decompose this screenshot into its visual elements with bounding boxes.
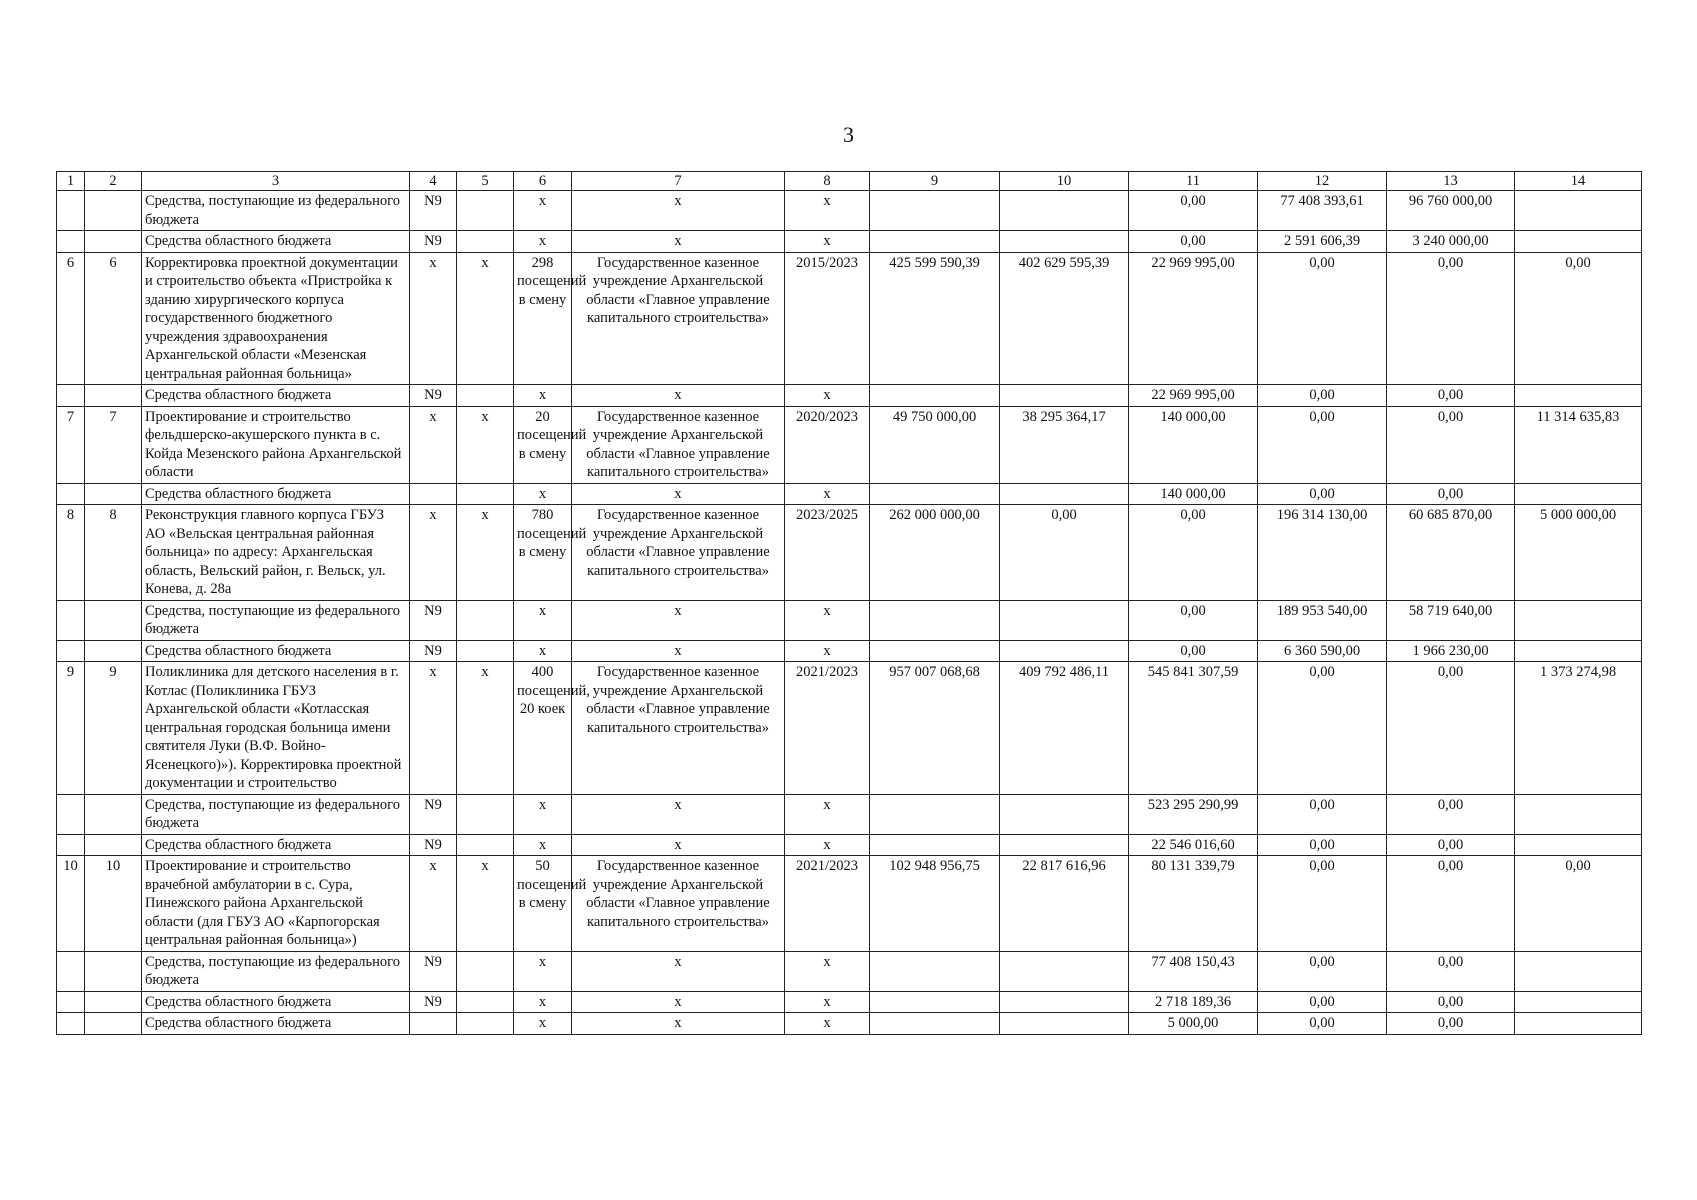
- cell-item-name: Корректировка проектной документации и строительство объекта «Пристройка к зданию хирургического корпуса государственного бюджетного учреждения здравоохранения Архангельской области «Мезенская центральная районная больница»: [142, 252, 410, 385]
- page-number: 3: [843, 122, 854, 147]
- investment-program-table: [56, 171, 1642, 1035]
- cell-capacity: x: [514, 385, 572, 407]
- cell-year-2024: 0,00: [1258, 991, 1387, 1013]
- cell-financed-to-date: [1000, 600, 1129, 640]
- cell-financed-to-date: [1000, 794, 1129, 834]
- cell-year-2024: 6 360 590,00: [1258, 640, 1387, 662]
- cell-row-number: 9: [57, 662, 85, 795]
- cell-code: x: [410, 505, 457, 601]
- cell-financed-to-date: [1000, 991, 1129, 1013]
- object-row: [57, 252, 1642, 385]
- cell-estimated-cost: [870, 794, 1000, 834]
- cell-year-2025: 0,00: [1387, 385, 1515, 407]
- cell-period: x: [785, 640, 870, 662]
- cell-capacity: x: [514, 483, 572, 505]
- cell-estimated-cost: 957 007 068,68: [870, 662, 1000, 795]
- cell-item-number: [85, 991, 142, 1013]
- column-header-14: 14: [1515, 172, 1642, 191]
- cell-row-number: [57, 231, 85, 253]
- cell-year-2025: 0,00: [1387, 951, 1515, 991]
- cell-estimated-cost: [870, 1013, 1000, 1035]
- cell-item-number: [85, 640, 142, 662]
- cell-item-name: Средства областного бюджета: [142, 483, 410, 505]
- cell-col5: x: [457, 252, 514, 385]
- funding-source-row: [57, 834, 1642, 856]
- cell-financed-to-date: 0,00: [1000, 505, 1129, 601]
- cell-remaining: [1515, 640, 1642, 662]
- cell-row-number: [57, 834, 85, 856]
- cell-year-2023: 140 000,00: [1129, 483, 1258, 505]
- cell-year-2023: 22 546 016,60: [1129, 834, 1258, 856]
- column-header-1: 1: [57, 172, 85, 191]
- cell-year-2024: 0,00: [1258, 662, 1387, 795]
- cell-financed-to-date: 38 295 364,17: [1000, 406, 1129, 483]
- cell-col5: [457, 191, 514, 231]
- cell-financed-to-date: [1000, 640, 1129, 662]
- cell-estimated-cost: 49 750 000,00: [870, 406, 1000, 483]
- cell-year-2023: 0,00: [1129, 600, 1258, 640]
- cell-year-2024: 0,00: [1258, 252, 1387, 385]
- cell-year-2023: 5 000,00: [1129, 1013, 1258, 1035]
- funding-source-row: [57, 640, 1642, 662]
- cell-row-number: [57, 640, 85, 662]
- cell-item-name: Проектирование и строительство фельдшерско-акушерского пункта в с. Койда Мезенского района Архангельской области: [142, 406, 410, 483]
- column-header-3: 3: [142, 172, 410, 191]
- column-header-2: 2: [85, 172, 142, 191]
- cell-customer: x: [572, 834, 785, 856]
- cell-financed-to-date: 22 817 616,96: [1000, 856, 1129, 952]
- cell-year-2025: 0,00: [1387, 662, 1515, 795]
- column-header-4: 4: [410, 172, 457, 191]
- cell-remaining: [1515, 834, 1642, 856]
- cell-financed-to-date: [1000, 191, 1129, 231]
- cell-code: N9: [410, 794, 457, 834]
- cell-item-number: 7: [85, 406, 142, 483]
- cell-period: x: [785, 951, 870, 991]
- cell-col5: x: [457, 505, 514, 601]
- cell-item-number: [85, 600, 142, 640]
- cell-year-2024: 189 953 540,00: [1258, 600, 1387, 640]
- cell-period: x: [785, 794, 870, 834]
- cell-year-2025: 0,00: [1387, 483, 1515, 505]
- cell-year-2025: 0,00: [1387, 1013, 1515, 1035]
- column-header-13: 13: [1387, 172, 1515, 191]
- cell-remaining: 5 000 000,00: [1515, 505, 1642, 601]
- cell-col5: [457, 951, 514, 991]
- cell-period: 2021/2023: [785, 856, 870, 952]
- cell-period: x: [785, 991, 870, 1013]
- cell-capacity: x: [514, 1013, 572, 1035]
- cell-remaining: [1515, 951, 1642, 991]
- cell-col5: [457, 640, 514, 662]
- column-header-11: 11: [1129, 172, 1258, 191]
- cell-item-number: [85, 951, 142, 991]
- cell-customer: x: [572, 991, 785, 1013]
- object-row: [57, 406, 1642, 483]
- cell-code: N9: [410, 191, 457, 231]
- cell-item-name: Средства, поступающие из федерального бюджета: [142, 191, 410, 231]
- cell-row-number: 6: [57, 252, 85, 385]
- cell-year-2025: 0,00: [1387, 856, 1515, 952]
- cell-estimated-cost: [870, 991, 1000, 1013]
- cell-remaining: [1515, 385, 1642, 407]
- cell-remaining: 11 314 635,83: [1515, 406, 1642, 483]
- cell-financed-to-date: [1000, 951, 1129, 991]
- cell-code: [410, 1013, 457, 1035]
- cell-customer: x: [572, 191, 785, 231]
- cell-code: [410, 483, 457, 505]
- cell-col5: x: [457, 662, 514, 795]
- cell-year-2025: 60 685 870,00: [1387, 505, 1515, 601]
- cell-customer: Государственное казенное учреждение Архангельской области «Главное управление капитального строительства»: [572, 856, 785, 952]
- cell-item-number: [85, 1013, 142, 1035]
- column-header-5: 5: [457, 172, 514, 191]
- funding-source-row: [57, 951, 1642, 991]
- column-header-6: 6: [514, 172, 572, 191]
- cell-year-2023: 2 718 189,36: [1129, 991, 1258, 1013]
- cell-item-number: [85, 231, 142, 253]
- cell-col5: [457, 794, 514, 834]
- cell-financed-to-date: [1000, 385, 1129, 407]
- cell-year-2024: 0,00: [1258, 406, 1387, 483]
- cell-year-2025: 96 760 000,00: [1387, 191, 1515, 231]
- cell-capacity: x: [514, 600, 572, 640]
- cell-year-2023: 77 408 150,43: [1129, 951, 1258, 991]
- cell-code: x: [410, 406, 457, 483]
- cell-code: N9: [410, 834, 457, 856]
- cell-row-number: [57, 991, 85, 1013]
- cell-code: N9: [410, 640, 457, 662]
- cell-item-number: [85, 385, 142, 407]
- cell-financed-to-date: 402 629 595,39: [1000, 252, 1129, 385]
- cell-capacity: 50 посещений в смену: [514, 856, 572, 952]
- cell-year-2024: 0,00: [1258, 834, 1387, 856]
- cell-customer: x: [572, 1013, 785, 1035]
- cell-row-number: [57, 794, 85, 834]
- cell-row-number: 7: [57, 406, 85, 483]
- cell-item-name: Средства областного бюджета: [142, 231, 410, 253]
- cell-remaining: [1515, 231, 1642, 253]
- cell-year-2025: 0,00: [1387, 406, 1515, 483]
- cell-remaining: [1515, 794, 1642, 834]
- cell-year-2023: 140 000,00: [1129, 406, 1258, 483]
- cell-remaining: [1515, 600, 1642, 640]
- cell-year-2025: 0,00: [1387, 991, 1515, 1013]
- funding-source-row: [57, 231, 1642, 253]
- cell-capacity: 20 посещений в смену: [514, 406, 572, 483]
- cell-col5: [457, 834, 514, 856]
- funding-source-row: [57, 600, 1642, 640]
- cell-estimated-cost: 425 599 590,39: [870, 252, 1000, 385]
- cell-period: x: [785, 231, 870, 253]
- cell-financed-to-date: [1000, 483, 1129, 505]
- cell-period: x: [785, 191, 870, 231]
- cell-customer: x: [572, 483, 785, 505]
- cell-row-number: 10: [57, 856, 85, 952]
- cell-customer: x: [572, 951, 785, 991]
- cell-capacity: 780 посещений в смену: [514, 505, 572, 601]
- column-number-row: [57, 172, 1642, 191]
- cell-year-2023: 22 969 995,00: [1129, 252, 1258, 385]
- cell-year-2024: 0,00: [1258, 1013, 1387, 1035]
- cell-item-number: [85, 834, 142, 856]
- column-header-9: 9: [870, 172, 1000, 191]
- cell-estimated-cost: [870, 385, 1000, 407]
- cell-capacity: 298 посещений в смену: [514, 252, 572, 385]
- cell-customer: x: [572, 794, 785, 834]
- cell-col5: [457, 991, 514, 1013]
- cell-year-2025: 0,00: [1387, 834, 1515, 856]
- cell-item-name: Средства областного бюджета: [142, 991, 410, 1013]
- cell-row-number: 8: [57, 505, 85, 601]
- cell-col5: [457, 1013, 514, 1035]
- cell-year-2024: 2 591 606,39: [1258, 231, 1387, 253]
- cell-year-2024: 0,00: [1258, 856, 1387, 952]
- cell-customer: Государственное казенное учреждение Архангельской области «Главное управление капитального строительства»: [572, 252, 785, 385]
- cell-year-2025: 0,00: [1387, 252, 1515, 385]
- cell-row-number: [57, 1013, 85, 1035]
- cell-year-2024: 0,00: [1258, 951, 1387, 991]
- cell-row-number: [57, 191, 85, 231]
- cell-period: 2021/2023: [785, 662, 870, 795]
- cell-year-2023: 0,00: [1129, 640, 1258, 662]
- cell-year-2023: 22 969 995,00: [1129, 385, 1258, 407]
- cell-col5: x: [457, 856, 514, 952]
- cell-year-2025: 58 719 640,00: [1387, 600, 1515, 640]
- cell-period: x: [785, 483, 870, 505]
- object-row: [57, 662, 1642, 795]
- cell-remaining: [1515, 1013, 1642, 1035]
- cell-row-number: [57, 600, 85, 640]
- cell-item-name: Средства областного бюджета: [142, 640, 410, 662]
- cell-remaining: [1515, 191, 1642, 231]
- cell-year-2023: 0,00: [1129, 231, 1258, 253]
- cell-year-2023: 80 131 339,79: [1129, 856, 1258, 952]
- object-row: [57, 505, 1642, 601]
- cell-period: x: [785, 600, 870, 640]
- cell-year-2023: 523 295 290,99: [1129, 794, 1258, 834]
- cell-customer: Государственное казенное учреждение Архангельской области «Главное управление капитального строительства»: [572, 406, 785, 483]
- cell-item-name: Средства областного бюджета: [142, 834, 410, 856]
- cell-financed-to-date: [1000, 834, 1129, 856]
- cell-customer: Государственное казенное учреждение Архангельской области «Главное управление капитального строительства»: [572, 662, 785, 795]
- cell-col5: [457, 231, 514, 253]
- cell-estimated-cost: [870, 834, 1000, 856]
- cell-estimated-cost: [870, 951, 1000, 991]
- cell-col5: [457, 483, 514, 505]
- cell-capacity: x: [514, 191, 572, 231]
- cell-col5: [457, 385, 514, 407]
- cell-item-name: Реконструкция главного корпуса ГБУЗ АО «Вельская центральная районная больница» по адресу: Архангельская область, Вельский район, г. Вельск, ул. Конева, д. 28а: [142, 505, 410, 601]
- cell-item-name: Поликлиника для детского населения в г. Котлас (Поликлиника ГБУЗ Архангельской области «Котласская центральная городская больница имени святителя Луки (В.Ф. Войно-Ясенецкого)»). Корректировка проектной документации и строительство: [142, 662, 410, 795]
- cell-item-number: [85, 794, 142, 834]
- cell-year-2025: 3 240 000,00: [1387, 231, 1515, 253]
- cell-period: x: [785, 385, 870, 407]
- cell-period: 2015/2023: [785, 252, 870, 385]
- cell-estimated-cost: [870, 231, 1000, 253]
- column-header-12: 12: [1258, 172, 1387, 191]
- cell-item-number: 8: [85, 505, 142, 601]
- cell-capacity: x: [514, 991, 572, 1013]
- cell-remaining: 1 373 274,98: [1515, 662, 1642, 795]
- cell-financed-to-date: 409 792 486,11: [1000, 662, 1129, 795]
- cell-item-number: [85, 483, 142, 505]
- column-header-8: 8: [785, 172, 870, 191]
- cell-estimated-cost: 262 000 000,00: [870, 505, 1000, 601]
- cell-year-2023: 0,00: [1129, 505, 1258, 601]
- cell-item-name: Средства, поступающие из федерального бюджета: [142, 600, 410, 640]
- cell-item-number: [85, 191, 142, 231]
- cell-year-2023: 0,00: [1129, 191, 1258, 231]
- cell-code: N9: [410, 991, 457, 1013]
- cell-code: N9: [410, 600, 457, 640]
- cell-period: x: [785, 1013, 870, 1035]
- cell-remaining: 0,00: [1515, 856, 1642, 952]
- cell-item-number: 10: [85, 856, 142, 952]
- cell-item-name: Средства областного бюджета: [142, 1013, 410, 1035]
- cell-estimated-cost: [870, 191, 1000, 231]
- funding-source-row: [57, 191, 1642, 231]
- cell-capacity: x: [514, 951, 572, 991]
- cell-capacity: 400 посещений, 20 коек: [514, 662, 572, 795]
- column-header-7: 7: [572, 172, 785, 191]
- cell-customer: x: [572, 231, 785, 253]
- cell-capacity: x: [514, 640, 572, 662]
- cell-item-name: Средства, поступающие из федерального бюджета: [142, 951, 410, 991]
- funding-source-row: [57, 483, 1642, 505]
- funding-source-row: [57, 991, 1642, 1013]
- object-row: [57, 856, 1642, 952]
- cell-code: x: [410, 662, 457, 795]
- cell-year-2024: 0,00: [1258, 794, 1387, 834]
- cell-period: 2020/2023: [785, 406, 870, 483]
- cell-estimated-cost: [870, 640, 1000, 662]
- cell-remaining: [1515, 483, 1642, 505]
- cell-year-2023: 545 841 307,59: [1129, 662, 1258, 795]
- cell-row-number: [57, 385, 85, 407]
- cell-item-name: Проектирование и строительство врачебной амбулатории в с. Сура, Пинежского района Архангельской области (для ГБУЗ АО «Карпогорская центральная районная больница»): [142, 856, 410, 952]
- cell-item-name: Средства, поступающие из федерального бюджета: [142, 794, 410, 834]
- cell-code: N9: [410, 385, 457, 407]
- cell-financed-to-date: [1000, 1013, 1129, 1035]
- funding-source-row: [57, 1013, 1642, 1035]
- cell-row-number: [57, 483, 85, 505]
- cell-customer: x: [572, 385, 785, 407]
- cell-item-number: 9: [85, 662, 142, 795]
- cell-code: N9: [410, 951, 457, 991]
- cell-year-2025: 0,00: [1387, 794, 1515, 834]
- cell-year-2024: 196 314 130,00: [1258, 505, 1387, 601]
- cell-capacity: x: [514, 794, 572, 834]
- cell-col5: [457, 600, 514, 640]
- cell-customer: Государственное казенное учреждение Архангельской области «Главное управление капитального строительства»: [572, 505, 785, 601]
- cell-estimated-cost: [870, 600, 1000, 640]
- cell-year-2024: 77 408 393,61: [1258, 191, 1387, 231]
- cell-item-name: Средства областного бюджета: [142, 385, 410, 407]
- cell-period: 2023/2025: [785, 505, 870, 601]
- cell-year-2024: 0,00: [1258, 385, 1387, 407]
- cell-code: N9: [410, 231, 457, 253]
- funding-source-row: [57, 385, 1642, 407]
- funding-source-row: [57, 794, 1642, 834]
- cell-year-2024: 0,00: [1258, 483, 1387, 505]
- cell-period: x: [785, 834, 870, 856]
- cell-financed-to-date: [1000, 231, 1129, 253]
- cell-year-2025: 1 966 230,00: [1387, 640, 1515, 662]
- cell-estimated-cost: [870, 483, 1000, 505]
- cell-col5: x: [457, 406, 514, 483]
- cell-customer: x: [572, 640, 785, 662]
- cell-remaining: 0,00: [1515, 252, 1642, 385]
- cell-capacity: x: [514, 834, 572, 856]
- cell-customer: x: [572, 600, 785, 640]
- cell-code: x: [410, 252, 457, 385]
- cell-row-number: [57, 951, 85, 991]
- cell-item-number: 6: [85, 252, 142, 385]
- cell-estimated-cost: 102 948 956,75: [870, 856, 1000, 952]
- column-header-10: 10: [1000, 172, 1129, 191]
- cell-capacity: x: [514, 231, 572, 253]
- cell-remaining: [1515, 991, 1642, 1013]
- cell-code: x: [410, 856, 457, 952]
